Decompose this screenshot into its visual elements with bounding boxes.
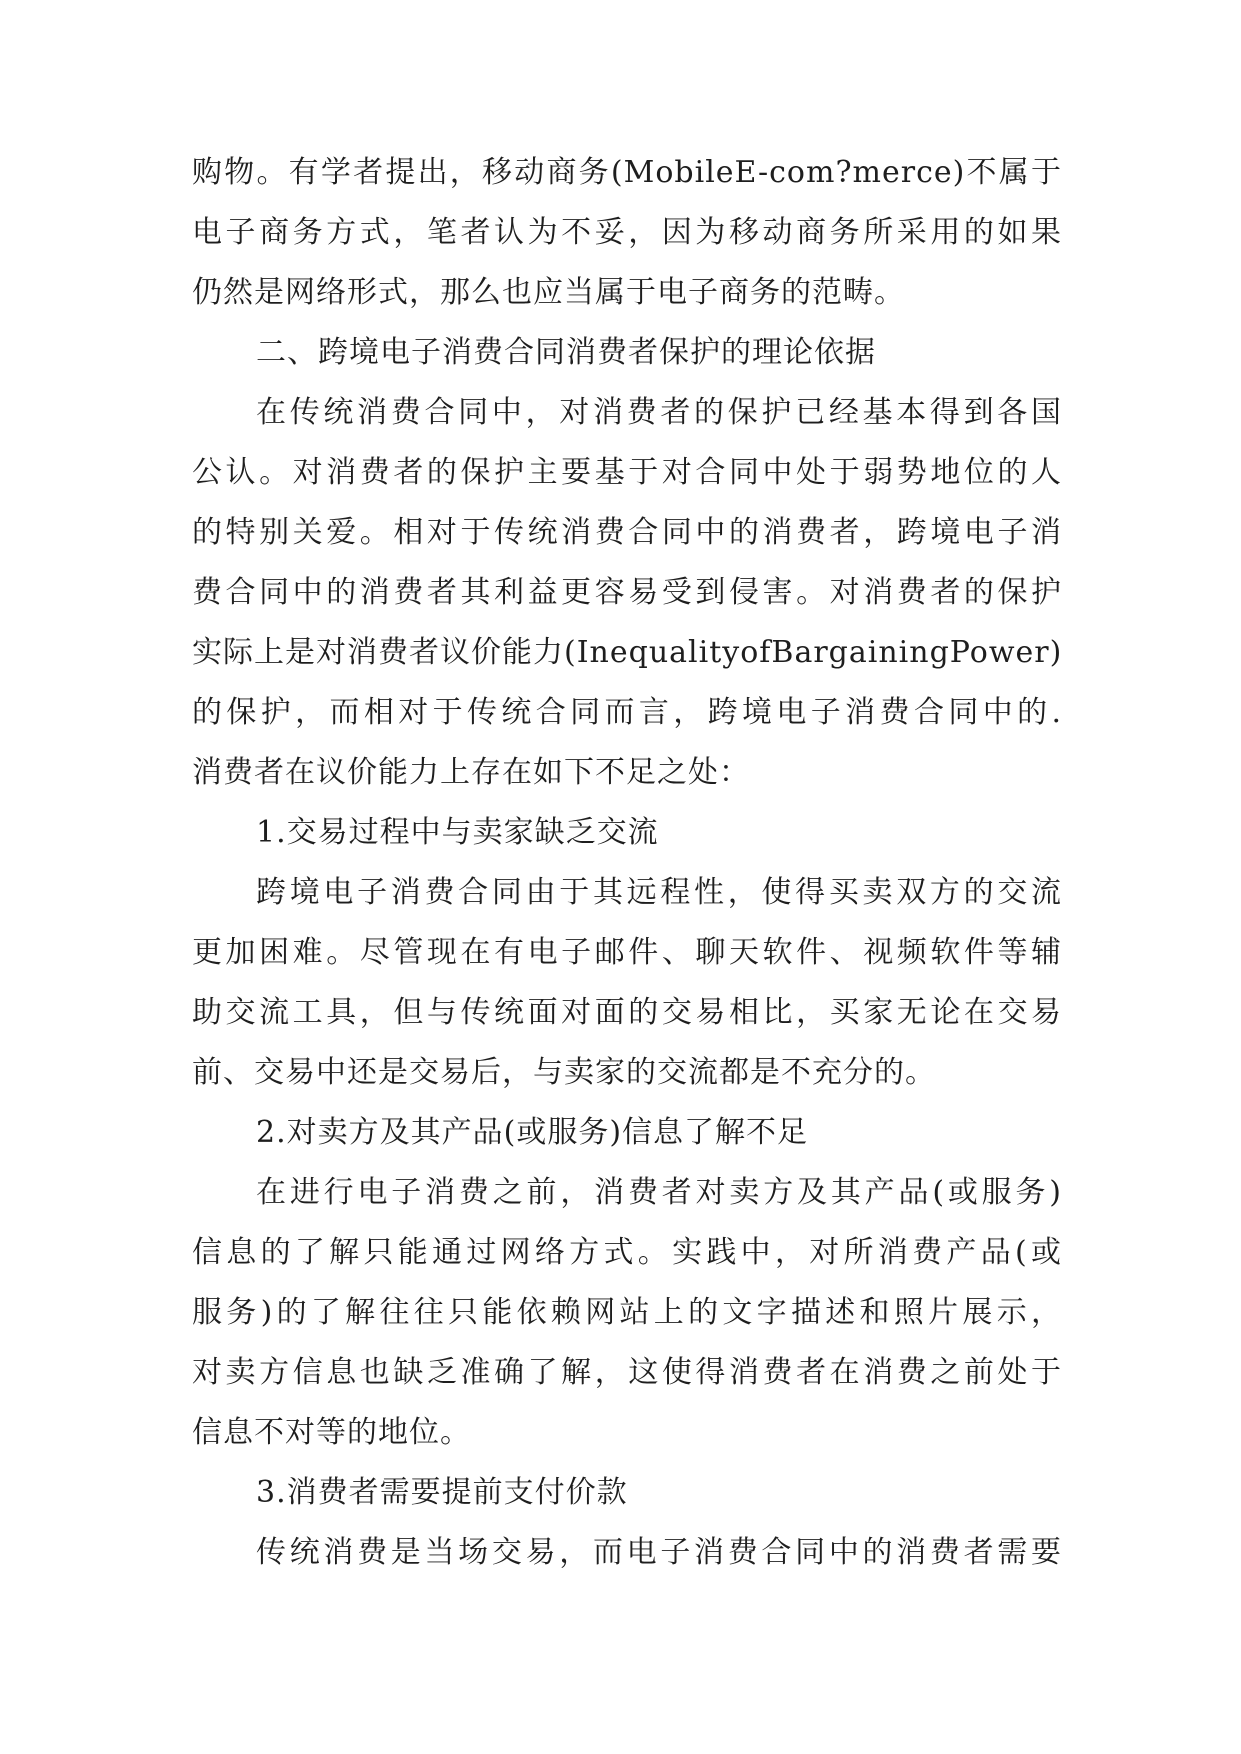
- text-line: 助交流工具，但与传统面对面的交易相比，买家无论在交易: [192, 995, 1062, 1030]
- text-line: 公认。对消费者的保护主要基于对合同中处于弱势地位的人: [192, 455, 1062, 490]
- text-line: 在传统消费合同中，对消费者的保护已经基本得到各国: [256, 395, 1062, 430]
- subheading: 2.对卖方及其产品(或服务)信息了解不足: [256, 1115, 809, 1150]
- text-line: 电子商务方式，笔者认为不妥，因为移动商务所采用的如果: [192, 215, 1062, 250]
- text-line: 跨境电子消费合同由于其远程性，使得买卖双方的交流: [256, 875, 1062, 910]
- text-line: 购物。有学者提出，移动商务(MobileE-com?merce)不属于: [192, 155, 1062, 190]
- text-line: 信息不对等的地位。: [192, 1415, 471, 1450]
- text-line: 费合同中的消费者其利益更容易受到侵害。对消费者的保护: [192, 575, 1062, 610]
- text-line: 消费者在议价能力上存在如下不足之处：: [192, 755, 750, 790]
- text-line: 仍然是网络形式，那么也应当属于电子商务的范畴。: [192, 275, 905, 310]
- text-line: 更加困难。尽管现在有电子邮件、聊天软件、视频软件等辅: [192, 935, 1062, 970]
- subheading: 3.消费者需要提前支付价款: [256, 1475, 628, 1510]
- text-line: 的保护，而相对于传统合同而言，跨境电子消费合同中的.: [192, 695, 1062, 730]
- text-line: 在进行电子消费之前，消费者对卖方及其产品(或服务): [256, 1175, 1062, 1210]
- body-text: [192, 155, 1063, 1598]
- text-line: 实际上是对消费者议价能力(InequalityofBargainingPower): [192, 635, 1063, 670]
- text-line: 前、交易中还是交易后，与卖家的交流都是不充分的。: [192, 1055, 936, 1090]
- text-line: 信息的了解只能通过网络方式。实践中，对所消费产品(或: [192, 1235, 1062, 1270]
- section-heading: 二、跨境电子消费合同消费者保护的理论依据: [256, 335, 876, 370]
- text-line: 的特别关爱。相对于传统消费合同中的消费者，跨境电子消: [192, 515, 1062, 550]
- subheading: 1.交易过程中与卖家缺乏交流: [256, 815, 659, 850]
- text-line: 服务)的了解往往只能依赖网站上的文字描述和照片展示，: [192, 1295, 1062, 1330]
- text-line: 对卖方信息也缺乏准确了解，这使得消费者在消费之前处于: [192, 1355, 1062, 1390]
- text-line: 传统消费是当场交易，而电子消费合同中的消费者需要: [256, 1535, 1062, 1570]
